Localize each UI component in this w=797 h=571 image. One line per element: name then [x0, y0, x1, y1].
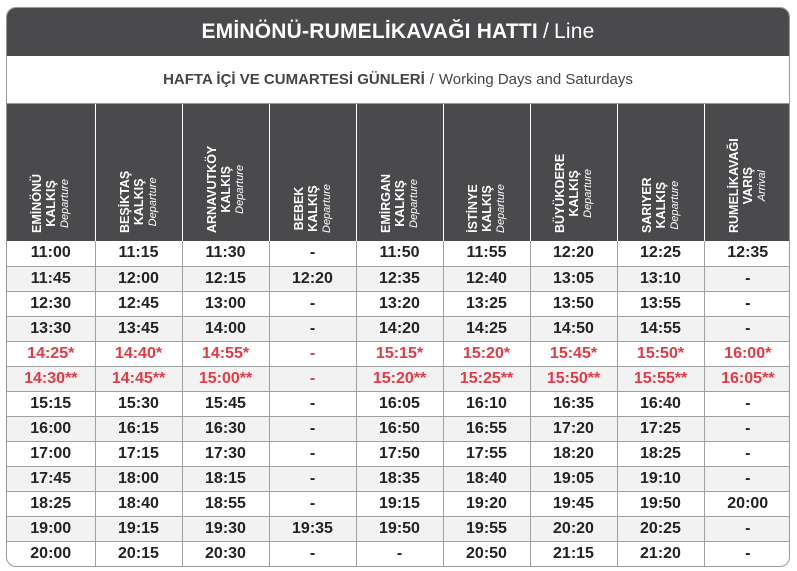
- time-cell: -: [269, 416, 356, 441]
- column-header-label: [205, 146, 247, 233]
- time-cell: 15:15*: [356, 341, 443, 366]
- time-cell: 19:35: [269, 516, 356, 541]
- table-row: [7, 491, 790, 516]
- time-cell: 15:30: [95, 391, 182, 416]
- time-cell: 14:00: [182, 316, 269, 341]
- time-cell: -: [269, 341, 356, 366]
- column-header-turkish: KALKIŞ: [479, 185, 494, 232]
- column-header-turkish: BEŞİKTAŞ: [117, 170, 132, 233]
- column-header-english: Departure: [581, 168, 594, 218]
- time-cell: 13:25: [443, 291, 530, 316]
- time-cell: 12:20: [530, 241, 617, 266]
- time-cell: 16:05**: [704, 366, 790, 391]
- time-cell: 14:25*: [7, 341, 95, 366]
- time-cell: 14:40*: [95, 341, 182, 366]
- time-cell: 20:00: [704, 491, 790, 516]
- time-cell: 16:50: [356, 416, 443, 441]
- time-cell: -: [704, 291, 790, 316]
- time-cell: 12:25: [617, 241, 704, 266]
- time-cell: 17:55: [443, 441, 530, 466]
- time-cell: 15:00**: [182, 366, 269, 391]
- time-cell: 17:50: [356, 441, 443, 466]
- column-header-english: Departure: [146, 177, 159, 227]
- time-cell: -: [704, 441, 790, 466]
- time-cell: -: [269, 366, 356, 391]
- time-cell: 15:45: [182, 391, 269, 416]
- line-title-english: Line: [554, 20, 595, 43]
- time-cell: 16:30: [182, 416, 269, 441]
- time-cell: 19:10: [617, 466, 704, 491]
- time-cell: 14:20: [356, 316, 443, 341]
- time-cell: 14:30**: [7, 366, 95, 391]
- column-header-english: Departure: [320, 184, 333, 233]
- time-cell: -: [269, 541, 356, 566]
- column-header-english: Departure: [668, 180, 681, 230]
- column-header-turkish: KALKIŞ: [305, 185, 320, 232]
- table-row: [7, 341, 790, 366]
- table-row: [7, 241, 790, 266]
- time-cell: 14:55: [617, 316, 704, 341]
- time-cell: 11:00: [7, 241, 95, 266]
- time-cell: 19:30: [182, 516, 269, 541]
- time-cell: -: [704, 416, 790, 441]
- column-header-english: Departure: [494, 184, 507, 233]
- time-cell: -: [269, 241, 356, 266]
- line-title-bar: [7, 8, 789, 56]
- time-cell: 12:45: [95, 291, 182, 316]
- time-cell: 13:55: [617, 291, 704, 316]
- time-cell: 13:45: [95, 316, 182, 341]
- column-header-turkish: SARIYER: [639, 177, 654, 233]
- time-cell: -: [269, 391, 356, 416]
- column-header-turkish: EMİRGAN: [378, 173, 393, 233]
- column-header-turkish: İSTİNYE: [465, 184, 480, 233]
- column-header-turkish: VARIŞ: [740, 167, 755, 205]
- time-cell: 15:20**: [356, 366, 443, 391]
- time-cell: 11:50: [356, 241, 443, 266]
- column-header: [7, 104, 95, 241]
- table-row: [7, 416, 790, 441]
- column-header: [530, 104, 617, 241]
- time-cell: 18:00: [95, 466, 182, 491]
- timetable: [7, 104, 790, 566]
- time-cell: 15:25**: [443, 366, 530, 391]
- time-cell: 20:50: [443, 541, 530, 566]
- time-cell: 11:30: [182, 241, 269, 266]
- time-cell: 13:10: [617, 266, 704, 291]
- time-cell: 20:30: [182, 541, 269, 566]
- time-cell: -: [704, 391, 790, 416]
- column-header: [269, 104, 356, 241]
- column-header: [182, 104, 269, 241]
- table-row: [7, 316, 790, 341]
- column-header-turkish: KALKIŞ: [43, 180, 58, 227]
- time-cell: 17:15: [95, 441, 182, 466]
- time-cell: 16:35: [530, 391, 617, 416]
- timetable-card: [6, 7, 790, 567]
- time-cell: -: [269, 466, 356, 491]
- time-cell: 14:25: [443, 316, 530, 341]
- subtitle-separator: /: [429, 71, 434, 88]
- column-header: [617, 104, 704, 241]
- table-row: [7, 466, 790, 491]
- column-header-label: [30, 174, 72, 233]
- time-cell: 21:15: [530, 541, 617, 566]
- table-row: [7, 441, 790, 466]
- time-cell: -: [269, 316, 356, 341]
- column-header-turkish: ARNAVUTKÖY: [204, 145, 219, 233]
- time-cell: -: [704, 466, 790, 491]
- time-cell: 16:40: [617, 391, 704, 416]
- time-cell: 19:55: [443, 516, 530, 541]
- schedule-subtitle-english: Working Days and Saturdays: [438, 71, 633, 88]
- column-header-turkish: BEBEK: [291, 186, 306, 231]
- time-cell: 16:00: [7, 416, 95, 441]
- time-cell: 13:00: [182, 291, 269, 316]
- time-cell: 18:35: [356, 466, 443, 491]
- column-header-turkish: RUMELİKAVAĞI: [726, 138, 741, 233]
- time-cell: 16:00*: [704, 341, 790, 366]
- time-cell: 12:40: [443, 266, 530, 291]
- time-cell: 20:20: [530, 516, 617, 541]
- time-cell: 20:15: [95, 541, 182, 566]
- time-cell: 13:05: [530, 266, 617, 291]
- time-cell: 12:00: [95, 266, 182, 291]
- time-cell: -: [704, 266, 790, 291]
- time-cell: 11:45: [7, 266, 95, 291]
- time-cell: 17:20: [530, 416, 617, 441]
- schedule-subtitle-bar: [7, 56, 789, 104]
- time-cell: -: [745, 544, 751, 562]
- time-cell: 12:30: [7, 291, 95, 316]
- time-cell: -: [704, 316, 790, 341]
- time-cell: 18:40: [443, 466, 530, 491]
- title-separator: /: [542, 20, 550, 43]
- time-cell: 19:45: [530, 491, 617, 516]
- column-header-label: [379, 174, 421, 233]
- column-header-row: [7, 104, 790, 241]
- time-cell: 18:20: [530, 441, 617, 466]
- time-cell: 11:55: [443, 241, 530, 266]
- column-header-label: [553, 154, 595, 233]
- column-header: [356, 104, 443, 241]
- table-row: [7, 266, 790, 291]
- time-cell: 20:00: [7, 541, 95, 566]
- time-cell: -: [269, 441, 356, 466]
- column-header-english: Departure: [407, 179, 420, 228]
- column-header-english: Arrival: [755, 170, 768, 202]
- time-cell: -: [704, 516, 790, 541]
- timetable-body: [7, 241, 790, 566]
- table-row: [7, 516, 790, 541]
- column-header-turkish: KALKIŞ: [218, 166, 233, 213]
- time-cell: 19:50: [356, 516, 443, 541]
- time-cell: 15:20*: [443, 341, 530, 366]
- time-cell: 12:15: [182, 266, 269, 291]
- time-cell: -: [356, 541, 443, 566]
- time-cell: 18:25: [617, 441, 704, 466]
- line-title: EMİNÖNÜ-RUMELİKAVAĞI HATTI: [201, 20, 538, 43]
- time-cell: 15:55**: [617, 366, 704, 391]
- column-header: [704, 104, 790, 241]
- column-header-english: Departure: [58, 179, 71, 228]
- time-cell: 11:15: [95, 241, 182, 266]
- time-cell: 18:55: [182, 491, 269, 516]
- column-header-label: [727, 138, 769, 233]
- column-header-english: Departure: [233, 164, 246, 214]
- time-cell: 17:00: [7, 441, 95, 466]
- time-cell: 14:45**: [95, 366, 182, 391]
- column-header: [443, 104, 530, 241]
- table-row: [7, 291, 790, 316]
- time-cell: 19:50: [617, 491, 704, 516]
- time-cell: 18:15: [182, 466, 269, 491]
- table-row: [7, 541, 790, 566]
- time-cell: 21:20: [617, 541, 704, 566]
- table-row: [7, 391, 790, 416]
- time-cell: 15:50*: [617, 341, 704, 366]
- column-header-turkish: BÜYÜKDERE: [552, 153, 567, 233]
- column-header-turkish: KALKIŞ: [653, 181, 668, 229]
- column-header-turkish: KALKIŞ: [131, 178, 146, 226]
- time-cell: 19:15: [95, 516, 182, 541]
- time-cell: 18:25: [7, 491, 95, 516]
- column-header: [95, 104, 182, 241]
- time-cell: 17:30: [182, 441, 269, 466]
- column-header-label: [466, 184, 508, 233]
- time-cell: 15:45*: [530, 341, 617, 366]
- table-row: [7, 366, 790, 391]
- time-cell: 19:20: [443, 491, 530, 516]
- time-cell: 19:15: [356, 491, 443, 516]
- time-cell: 17:25: [617, 416, 704, 441]
- time-cell: 15:50**: [530, 366, 617, 391]
- time-cell: 12:20: [269, 266, 356, 291]
- time-cell: 13:20: [356, 291, 443, 316]
- column-header-label: [292, 184, 334, 233]
- time-cell: 17:45: [7, 466, 95, 491]
- time-cell: 19:00: [7, 516, 95, 541]
- time-cell: 16:05: [356, 391, 443, 416]
- column-header-label: [118, 171, 160, 233]
- time-cell: 14:50: [530, 316, 617, 341]
- schedule-subtitle: HAFTA İÇİ VE CUMARTESİ GÜNLERİ: [163, 71, 425, 88]
- time-cell: 16:55: [443, 416, 530, 441]
- time-cell: 16:10: [443, 391, 530, 416]
- time-cell: 12:35: [356, 266, 443, 291]
- column-header-turkish: KALKIŞ: [566, 170, 581, 217]
- time-cell: 12:35: [704, 241, 790, 266]
- time-cell: 16:15: [95, 416, 182, 441]
- time-cell: 14:55*: [182, 341, 269, 366]
- column-header-turkish: KALKIŞ: [392, 180, 407, 227]
- time-cell: 19:05: [530, 466, 617, 491]
- time-cell: 20:25: [617, 516, 704, 541]
- time-cell: -: [269, 291, 356, 316]
- time-cell: 13:50: [530, 291, 617, 316]
- time-cell: 13:30: [7, 316, 95, 341]
- time-cell: -: [269, 491, 356, 516]
- column-header-turkish: EMİNÖNÜ: [29, 173, 44, 233]
- column-header-label: [640, 177, 682, 233]
- time-cell: 18:40: [95, 491, 182, 516]
- time-cell: 15:15: [7, 391, 95, 416]
